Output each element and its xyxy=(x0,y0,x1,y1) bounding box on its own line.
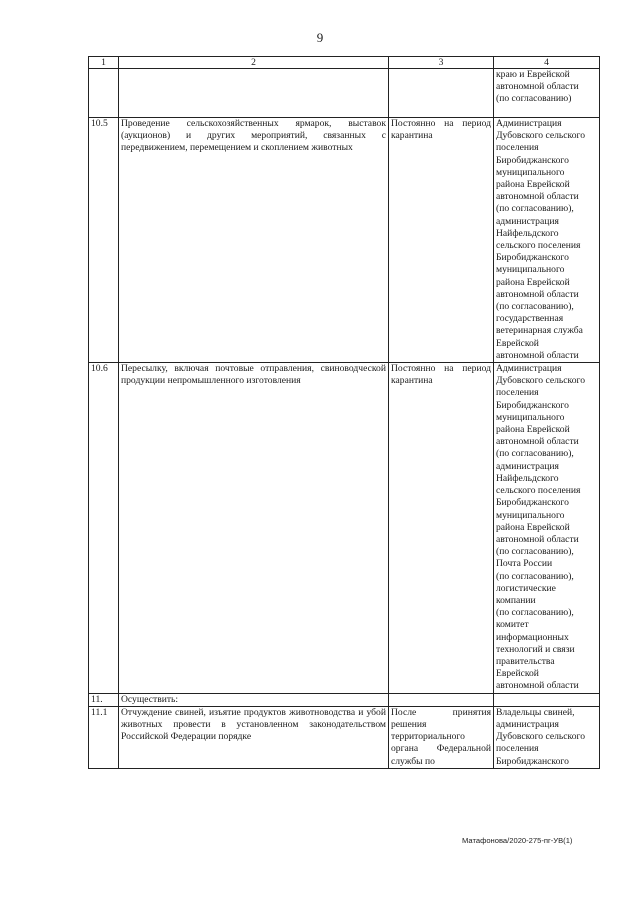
row-responsible: Владельцы свиней, администрация Дубовского сельского поселения Биробиджанского xyxy=(494,706,600,768)
row-number xyxy=(89,69,119,118)
table-header-row xyxy=(89,57,600,69)
table-row xyxy=(89,69,600,118)
header-cell-3: 3 xyxy=(389,57,494,69)
row-number: 10.6 xyxy=(89,363,119,693)
row-term xyxy=(389,693,494,706)
page-number: 9 xyxy=(316,30,324,45)
row-responsible: Администрация Дубовского сельского поселения Биробиджанского муниципального района Еврейской автономной области (по согласованию), администрация Найфельдского сельского поселения Биробиджанского муниципального района Еврейской автономной области (по согласованию), государственная ветеринарная служба Еврейской автономной области xyxy=(494,118,600,363)
header-cell-1: 1 xyxy=(89,57,119,69)
row-action: Отчуждение свиней, изъятие продуктов животноводства и убой животных провести в установленном законодательством Российской Федерации порядке xyxy=(119,706,389,768)
document-reference: Матафонова/2020-275-пг-УВ(1) xyxy=(462,836,573,845)
header-cell-2: 2 xyxy=(119,57,389,69)
table-row xyxy=(89,706,600,768)
row-action: Проведение сельскохозяйственных ярмарок, выставок (аукционов) и других мероприятий, связанных с передвижением, перемещением и скоплением животных xyxy=(119,118,389,363)
row-responsible: Администрация Дубовского сельского поселения Биробиджанского муниципального района Еврейской автономной области (по согласованию), администрация Найфельдского сельского поселения Биробиджанского муниципального района Еврейской автономной области (по согласованию), Почта России (по согласованию), логистические компании (по согласованию), комитет информационных технологий и связи правительства Еврейской автономной области xyxy=(494,363,600,693)
row-responsible: краю и Еврейской автономной области (по согласованию) xyxy=(494,69,600,118)
row-action xyxy=(119,69,389,118)
row-number: 11.1 xyxy=(89,706,119,768)
table-row xyxy=(89,693,600,706)
row-term xyxy=(389,69,494,118)
row-number: 10.5 xyxy=(89,118,119,363)
row-responsible xyxy=(494,693,600,706)
row-number: 11. xyxy=(89,693,119,706)
row-term: Постоянно на период карантина xyxy=(389,363,494,693)
row-action: Пересылку, включая почтовые отправления, свиноводческой продукции непромышленного изготовления xyxy=(119,363,389,693)
row-term: Постоянно на период карантина xyxy=(389,118,494,363)
row-term: После принятия решения территориального органа Федеральной службы по xyxy=(389,706,494,768)
measures-table xyxy=(88,56,600,769)
table-row xyxy=(89,118,600,363)
table-row xyxy=(89,363,600,693)
header-cell-4: 4 xyxy=(494,57,600,69)
row-action: Осуществить: xyxy=(119,693,389,706)
